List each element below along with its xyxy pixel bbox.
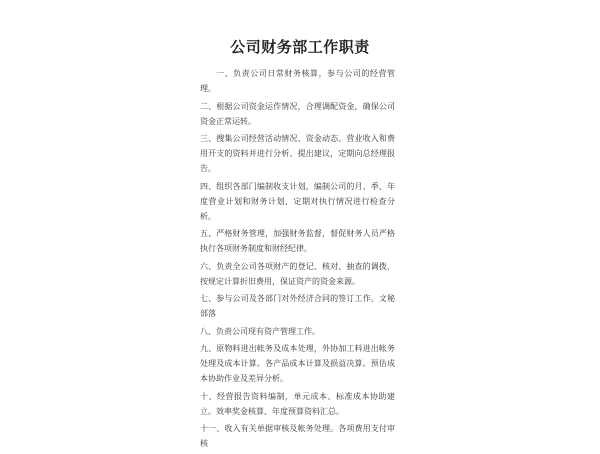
paragraph-2: 二、根据公司资金运作情况，合理调配资金，确保公司资金正常运转。 [200, 101, 395, 126]
paragraph-6: 六、负责全公司各项财产的登记、核对、抽查的调拨，按规定计算折旧费用，保证资产的资金来源。 [200, 261, 395, 286]
paragraph-10: 十、经营报告资料编制，单元成本、标准成本协助建立。效率奖金核算、年度预算资料汇总。 [200, 391, 395, 416]
paragraph-11: 十一、收入有关单据审核及帐务处理。各项费用支付审核 [200, 424, 395, 448]
paragraph-8: 八、负责公司现有资产管理工作。 [200, 326, 320, 336]
paragraph-1: 一、负责公司日常财务核算，参与公司的经营管理。 [200, 69, 395, 93]
document-title: 公司财务部工作职责 [230, 38, 370, 56]
paragraph-9: 九、原物料进出帐务及成本处理，外协加工料进出帐务处理及成本计算。各产品成本计算及损益决算。预估成本协助作业及差异分析。 [200, 344, 395, 383]
paragraph-4: 四、组织各部门编制收支计划，编制公司的月、季、年度营业计划和财务计划，定期对执行情况进行检查分析。 [200, 181, 395, 221]
paragraph-7: 七、参与公司及各部门对外经济合同的签订工作。文秘部落 [200, 294, 395, 318]
paragraph-3: 三、搜集公司经营活动情况、资金动态、营业收入和费用开支的资料并进行分析、提出建议，定期向总经理报告。 [200, 134, 395, 173]
document-body [200, 66, 395, 454]
paragraph-5: 五、严格财务管理，加强财务监督，督促财务人员严格执行各项财务制度和财经纪律。 [200, 229, 395, 253]
